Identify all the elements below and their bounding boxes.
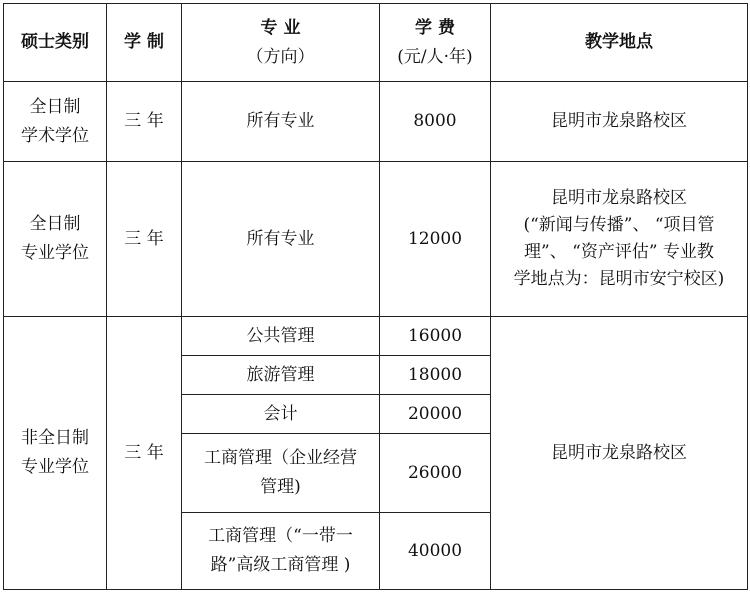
- major-cell: 旅游管理: [182, 356, 380, 395]
- major-cell: [182, 513, 380, 590]
- location-line: (“新闻与传播”、 “项目管: [523, 215, 715, 235]
- header-major-label: 专 业: [260, 17, 301, 38]
- major-cell: 所有专业: [182, 162, 380, 317]
- category-line: 专业学位: [21, 243, 89, 263]
- duration-cell: 三 年: [107, 82, 182, 162]
- header-fee-sub: (元/人·年): [397, 46, 473, 67]
- category-line: 全日制: [29, 214, 81, 234]
- header-duration: 学 制: [107, 4, 182, 82]
- fee-cell: 20000: [380, 395, 491, 434]
- major-line: 工商管理（企业经营: [204, 448, 357, 468]
- major-cell: 会计: [182, 395, 380, 434]
- fee-cell: 8000: [380, 82, 491, 162]
- header-category: 硕士类别: [4, 4, 107, 82]
- header-major-sub: （方向）: [246, 46, 315, 67]
- major-cell: [182, 434, 380, 513]
- location-cell: 昆明市龙泉路校区: [491, 317, 748, 590]
- major-cell: 所有专业: [182, 82, 380, 162]
- fee-cell: 18000: [380, 356, 491, 395]
- duration-cell: 三 年: [107, 162, 182, 317]
- header-location: 教学地点: [491, 4, 748, 82]
- category-cell: [4, 317, 107, 590]
- header-fee: [380, 4, 491, 82]
- table-row: [4, 317, 748, 356]
- location-line: 理”、 “资产评估” 专业教: [524, 242, 714, 262]
- location-cell: [491, 162, 748, 317]
- location-line: 昆明市龙泉路校区: [551, 188, 687, 208]
- header-major: [182, 4, 380, 82]
- table-row: [4, 162, 748, 317]
- category-cell: [4, 162, 107, 317]
- major-cell: 公共管理: [182, 317, 380, 356]
- major-line: 路”高级工商管理 ): [210, 555, 351, 575]
- header-row: [4, 4, 748, 82]
- major-line: 工商管理（“一带一: [208, 526, 353, 546]
- header-fee-label: 学 费: [415, 17, 455, 38]
- category-line: 专业学位: [21, 457, 89, 477]
- fee-cell: 26000: [380, 434, 491, 513]
- tuition-table: [3, 3, 748, 590]
- category-cell: [4, 82, 107, 162]
- category-line: 学术学位: [21, 125, 89, 146]
- table-row: [4, 82, 748, 162]
- location-cell: 昆明市龙泉路校区: [491, 82, 748, 162]
- fee-cell: 16000: [380, 317, 491, 356]
- duration-cell: 三 年: [107, 317, 182, 590]
- location-line: 学地点为：昆明市安宁校区): [513, 269, 725, 289]
- major-line: 管理): [260, 477, 301, 497]
- category-line: 全日制: [29, 96, 81, 117]
- fee-cell: 40000: [380, 513, 491, 590]
- fee-cell: 12000: [380, 162, 491, 317]
- category-line: 非全日制: [21, 428, 89, 448]
